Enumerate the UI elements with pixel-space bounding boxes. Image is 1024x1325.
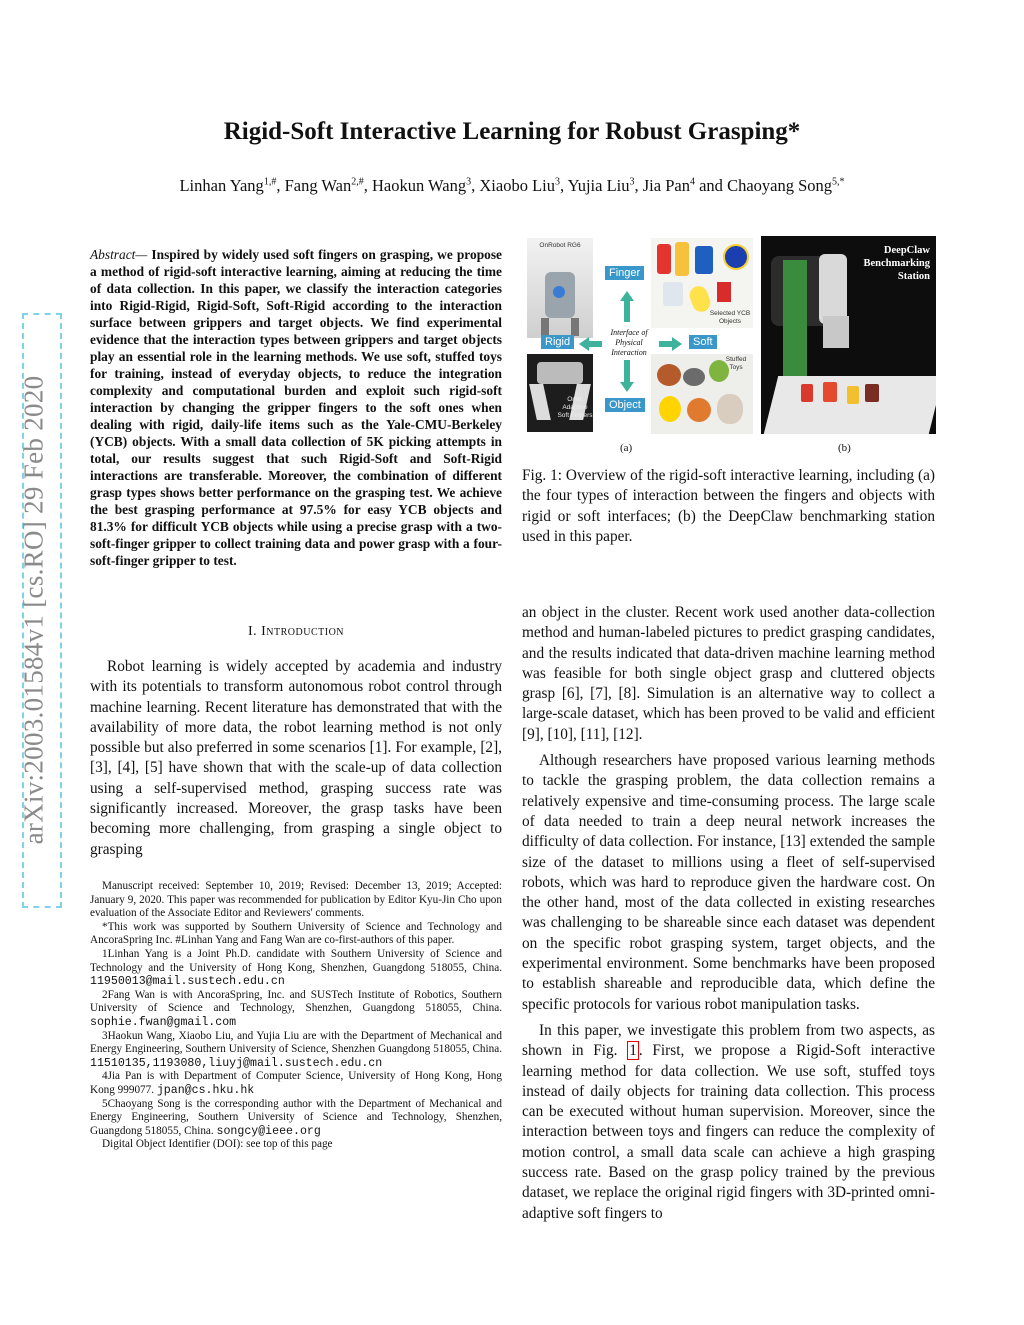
footnote: Manuscript received: September 10, 2019; Revised: December 13, 2019; Accepted: January 9, 2020. This paper was recommended for publication by Editor Kyu-Jin Cho upon evaluation of the Associate Editor and Reviewers' comments. [90,880,502,920]
email-link[interactable]: sophie.fwan@gmail.com [90,1015,237,1029]
author: Yujia Liu [567,176,630,195]
author: Haokun Wang [371,176,467,195]
right-column-text [522,603,935,1230]
interface-label: Interface of Physical Interaction [610,328,648,357]
intro-section [90,657,502,860]
email-link[interactable]: jpan@cs.hku.hk [156,1083,255,1097]
abstract: Abstract— Inspired by widely used soft fingers on grasping, we propose a method of rigid-soft interactive learning, aiming at reducing the time of data collection. In this paper, we classify the interaction categories into Rigid-Rigid, Rigid-Soft, Soft-Rigid according to the interaction surface between grippers and target objects. We find experimental evidence that the interaction types between grippers and target objects play an essential role in the learning methods. We use soft, stuffed toys for training, instead of everyday objects, to reduce the integration complexity and computational burden and exploit such rigid-soft interaction by changing the gripper fingers to the soft ones when dealing with rigid, daily-life items such as the Yale-CMU-Berkeley (YCB) objects. With a small data collection of 5K picking attempts in total, our results suggest that such Rigid-Soft and Soft-Rigid interactions are transferable. Moreover, the combination of different grasp types shows better performance on the grasping test. We achieve the best grasping performance at 97.5% for easy YCB objects and 81.3% for difficult YCB objects while using a precise grasp with a two-soft-finger gripper to collect training data and power grasp with a four-soft-finger gripper to test. [90,247,502,568]
paragraph: Although researchers have proposed various learning methods to tackle the grasping problem, the data collection remains a relatively expensive and time-consuming process. The large scale of data needed to train a deep neural network increases the difficulty of data collection. For instance, [13] extended the sample size of the dataset to millions using a fleet of self-supervised robots, which was hard to reproduce given the hardware cost. On the other hand, most of the data collected in existing researches was challenging to be shareable since each dataset was dependent on the specific robot grasping system, target objects, and the experimental environment. Some benchmarks have been proposed to establish shareable and reproducible data, which define the specific protocols for various robot manipulation tasks. [522,752,935,1013]
onrobot-label: OnRobot RG6 [539,242,581,249]
subfigure-label-b: (b) [838,442,851,454]
omni-label: Omni Adaptive Soft Fingers [557,396,593,419]
soft-label: Soft [689,335,717,349]
author: Linhan Yang [179,176,264,195]
paragraph: In this paper, we investigate this problem from two aspects, as shown in Fig. 1 . First, we propose a Rigid-Soft interactive learning method for data collection. We use soft, stuffed toys instead of daily objects for training data collection. This process can be executed without human supervision. Moreover, since the interaction between toys and fingers can reduce the complexity of motion control, a small data scale can achieve a high grasping success rate. Based on the grasp policy trained by the previous dataset, we replace the original rigid fingers with 3D-printed omni-adaptive soft fingers to [522,1021,935,1222]
rigid-label: Rigid [541,335,574,349]
footnote: 4Jia Pan is with Department of Computer Science, University of Hong Kong, Hong Kong 999077. jpan@cs.hku.hk [90,1070,502,1097]
author-list: Linhan Yang$^{1,\#}$, Fang Wan$^{2,\#}$, Haokun Wang$^3$, Xiaobo Liu$^3$, Yujia Liu$^3$, Jia Pan$^4$ and Chaoyang Song$^{5,*}$ [179,176,845,195]
author: Xiaobo Liu [479,176,555,195]
soft-gripper-image [527,354,593,432]
footnote: Digital Object Identifier (DOI): see top of this page [102,1138,333,1151]
subfigure-label-a: (a) [620,442,633,454]
ycb-label: Selected YCB Objects [709,310,751,325]
paper-title: Rigid-Soft Interactive Learning for Robust Grasping* [223,118,801,145]
author: Jia Pan [642,176,690,195]
abstract-text: Inspired by widely used soft fingers on grasping, we propose a method of rigid-soft interactive learning, aiming at reducing the time of data collection. In this paper, we classify the interaction categories into Rigid-Rigid, Rigid-Soft, Soft-Rigid according to the interaction surface between grippers and target objects. We find experimental evidence that the interaction types between grippers and target objects play an essential role in the learning methods. We use soft, stuffed toys for training, instead of everyday objects, to reduce the integration complexity and computational burden and exploit such rigid-soft interaction by changing the gripper fingers to the soft ones when dealing with rigid, daily-life items such as the Yale-CMU-Berkeley (YCB) objects. With a small data collection of 5K picking attempts in total, our results suggest that such Rigid-Soft and Soft-Rigid interactions are transferable. Moreover, the combination of different grasp types shows better performance on the grasping test. We achieve the best grasping performance at 97.5% for easy YCB objects and 81.3% for difficult YCB objects while using a precise grasp with a two-soft-finger gripper to collect training data and power grasp with a four-soft-finger gripper to test. [90,247,502,568]
email-link[interactable]: 11510135,1193080,liuyj@mail.sustech.edu.cn [90,1056,383,1070]
footnote: *This work was supported by Southern University of Science and Technology and AncoraSpring Inc. #Linhan Yang and Fang Wan are co-first-authors of this paper. [90,920,502,947]
author: Chaoyang Song [727,176,833,195]
object-label: Object [605,398,645,412]
figure-reference-link[interactable]: 1 [629,1042,637,1060]
author: Fang Wan [284,176,352,195]
figure-1 [523,236,936,434]
figure-caption: Fig. 1: Overview of the rigid-soft interactive learning, including (a) the four types of interaction between the fingers and objects with rigid or soft interfaces; (b) the DeepClaw benchmarking station used in this paper. [522,467,935,545]
email-link[interactable]: songcy@ieee.org [216,1124,321,1138]
toys-label: Stuffed Toys [725,356,747,371]
arxiv-stamp-text: arXiv:2003.01584v1 [cs.RO] 29 Feb 2020 [18,375,49,845]
arrow-down-icon [620,382,634,392]
section-heading: I. Introduction [247,624,345,639]
footnotes [90,880,502,1152]
footnote: 1Linhan Yang is a Joint Ph.D. candidate with Southern University of Science and Technology and the University of Hong Kong, Shenzhen, Guangdong 518055, China. 11950013@mail.sustech.edu.cn [90,947,502,989]
rigid-gripper-image [527,238,593,338]
intro-paragraph: Robot learning is widely accepted by academia and industry with its potentials to transform autonomous robot control through machine learning. Recent literature has demonstrated that with the availability of more data, the robot learning method is not only possible but also preferred in some scenarios [1]. For example, [2], [3], [4], [5] have shown that with the scale-up of data collection using a self-supervised method, grasping success rate was significantly increased. Moreover, the grasp tasks have been becoming more challenging, from grasping a single object to grasping [90,658,502,858]
figure-panel-b [761,236,936,434]
arrow-right-icon [672,337,682,351]
finger-label: Finger [605,266,644,280]
arxiv-stamp[interactable] [14,310,54,910]
paragraph: an object in the cluster. Recent work used another data-collection method and human-labeled pictures to predict grasping candidates, and the results indicated that data-driven machine learning method was feasible for both single object grasp and cluttered objects grasp [6], [7], [8]. Simulation is an alternative way to collect a large-scale dataset, which has been proved to be valid and efficient [9], [10], [11], [12]. [522,604,935,743]
email-link[interactable]: 11950013@mail.sustech.edu.cn [90,975,285,989]
figure-panel-a [523,236,755,434]
footnote: 5Chaoyang Song is the corresponding author with the Department of Mechanical and Energy Engineering, Southern University of Science and Technology, Shenzhen, Guangdong 518055, China. songcy@ieee.org [90,1097,502,1138]
abstract-label: Abstract [90,247,136,262]
station-label: DeepClaw Benchmarking Station [863,245,930,282]
footnote: 2Fang Wan is with AncoraSpring, Inc. and SUSTech Institute of Robotics, Southern University of Science and Technology, Shenzhen, Guangdong 518055, China. sophie.fwan@gmail.com [90,988,502,1029]
footnote: 3Haokun Wang, Xiaobo Liu, and Yujia Liu are with the Department of Mechanical and Energy Engineering, Southern University of Science, Shenzhen Guangdong 518055, China. 11510135,1193080,liuyj@mail.sustech.edu.cn [90,1029,502,1070]
